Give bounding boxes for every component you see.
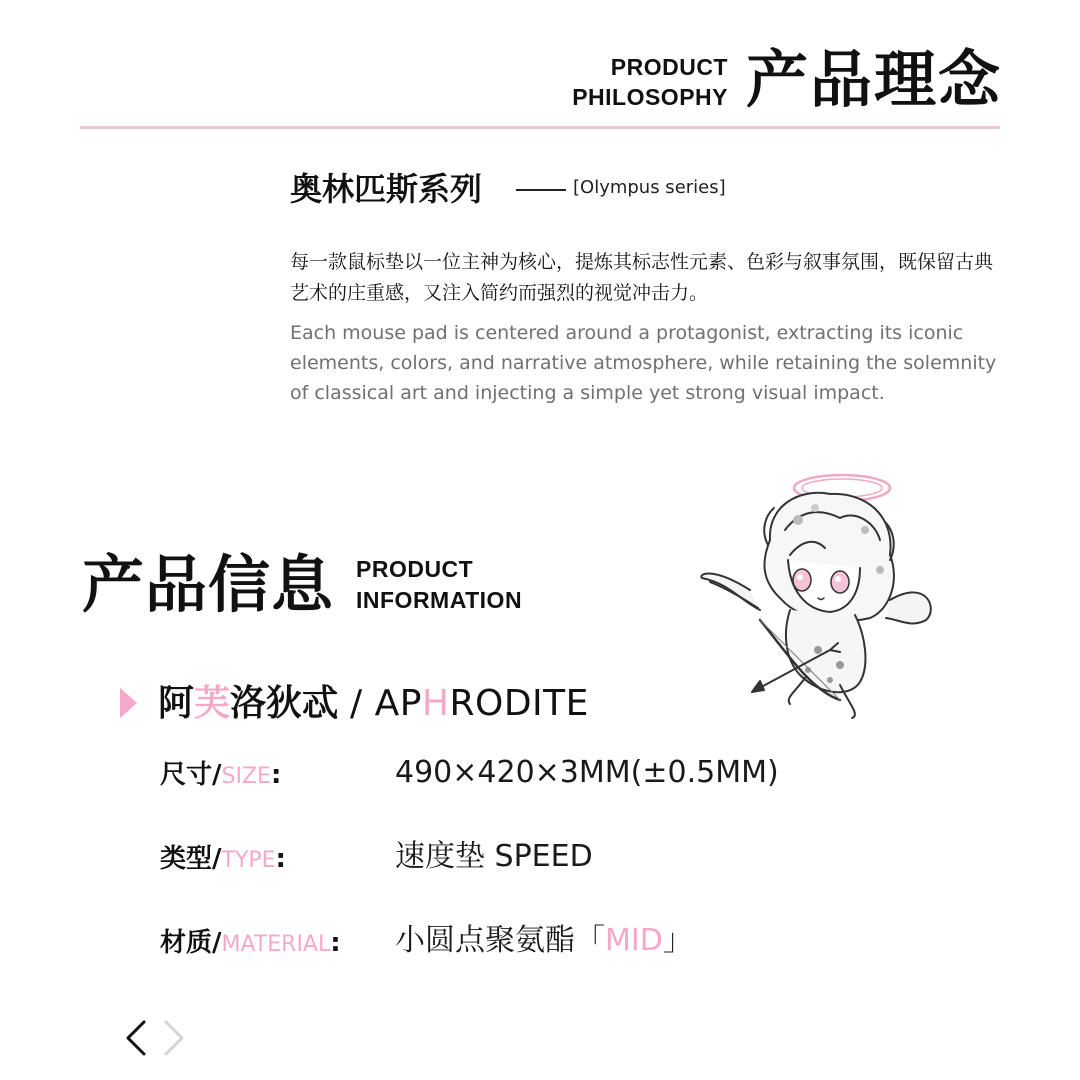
product-name [158,680,589,728]
product-name-cn-2: 芙 [194,683,231,724]
product-name-separator: / [338,683,375,724]
series-name-en: [Olympus series] [573,177,726,198]
philosophy-title-cn: 产品理念 [746,43,1003,116]
type-label-colon: : [275,844,286,874]
material-value-cn: 小圆点聚氨酯「 [395,923,605,958]
header-divider [80,126,1000,129]
product-name-en-1: AP [374,683,422,724]
product-name-en-3: RODITE [449,683,589,724]
philosophy-title-en-line2: PHILOSOPHY [572,84,728,110]
size-label-colon: : [270,760,282,790]
product-bullet-icon [120,688,137,718]
material-label-colon: : [330,928,341,958]
philosophy-title-en [528,52,728,112]
info-title-en-line1: PRODUCT [356,556,474,582]
series-name-cn: 奥林匹斯系列 [290,170,483,208]
product-name-en-2: H [421,683,450,724]
material-value-mid: MID [605,923,663,958]
description-cn: 每一款鼠标垫以一位主神为核心，提炼其标志性元素、色彩与叙事氛围，既保留古典艺术的庄重感，又注入简约而强烈的视觉冲击力。 [290,251,994,304]
cupid-illustration [690,460,950,730]
material-label [160,925,341,963]
type-label [160,841,286,879]
info-title-en [356,554,522,616]
description-en: Each mouse pad is centered around a protagonist, extracting its iconic elements, colors, and narrative atmosphere, while retaining the solemnity of classical art and injecting a simple yet strong visual impact. [290,322,997,404]
info-title-en-line2: INFORMATION [356,587,523,613]
size-label-cn: 尺寸/ [160,760,222,790]
info-title-cn: 产品信息 [82,548,335,621]
material-label-cn: 材质/ [160,928,222,958]
size-label [160,757,281,795]
type-label-cn: 类型/ [160,844,222,874]
philosophy-title-en-line1: PRODUCT [610,54,728,80]
material-label-en: MATERIAL [221,932,331,957]
material-value [395,921,693,961]
size-label-en: SIZE [221,764,271,789]
size-value: 490×420×3MM(±0.5MM) [395,755,779,790]
type-label-en: TYPE [221,848,276,873]
type-value: 速度垫 SPEED [395,839,593,874]
product-name-cn-1: 阿 [158,683,195,724]
chevron-right-icon[interactable] [156,1016,200,1060]
product-name-cn-3: 洛狄忒 [230,683,339,724]
material-value-end: 」 [662,923,693,958]
series-dash [516,189,566,191]
